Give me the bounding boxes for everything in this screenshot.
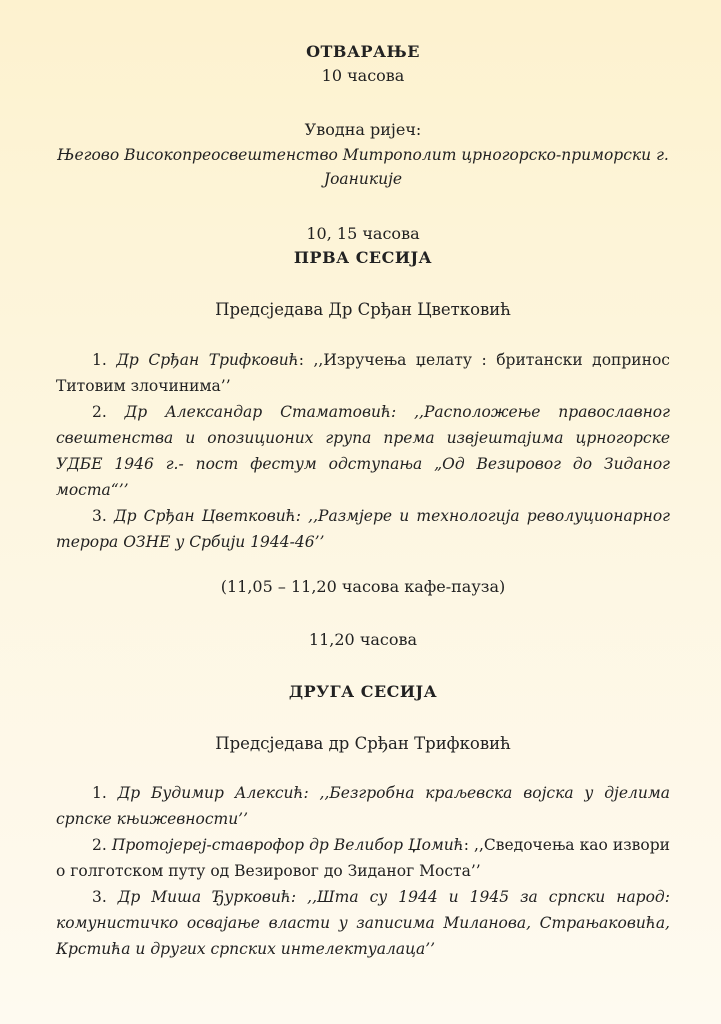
session2-time: 11,20 часова — [308, 630, 418, 649]
intro-label: Уводна ријеч: — [304, 120, 422, 139]
item-title: ,,Размјере и технологија револуционарног терора ОЗНЕ у Србији 1944-46’’ — [56, 507, 670, 551]
item-author: Др Миша Ђурковић — [117, 888, 291, 906]
list-item: 1. Др Срђан Трифковић: ,,Изручења џелату : британски допринос Титовим злочинима’’ — [56, 351, 670, 395]
item-title: ,,Расположење православног свештенства и опозиционих група према извјештајима црногорске УДБЕ 1946 г.- пост фестум одступања „Од Везировог до Зиданог моста“’’ — [56, 403, 670, 499]
item-title: ,,Безгробна краљевска војска у дјелима српске књижевности’’ — [56, 784, 670, 828]
intro-speaker-line1: Његово Високопреосвештенство Митрополит црногорско-приморски г. — [57, 146, 669, 164]
session2-chair: Предсједава др Срђан Трифковић — [215, 734, 511, 753]
item-author: Протојереј-ставрофор др Велибор Џомић — [111, 836, 464, 854]
list-item: 1. Др Будимир Алексић: ,,Безгробна краљевска војска у дјелима српске књижевности’’ — [56, 784, 670, 828]
coffee-break: (11,05 – 11,20 часова кафе-пауза) — [220, 577, 506, 596]
item-author: Др Будимир Алексић — [117, 784, 304, 802]
list-item: 3. Др Срђан Цветковић: ,,Размјере и технологија револуционарног терора ОЗНЕ у Србији 1944-46’’ — [56, 507, 670, 551]
item-author: Др Срђан Цветковић — [113, 507, 296, 525]
item-title: ,,Изручења џелату : британски допринос Титовим злочинима’’ — [56, 351, 670, 395]
list-item: 2. Протојереј-ставрофор др Велибор Џомић: ,,Сведочења као извори о голготском путу од Везировог до Зиданог Моста’’ — [56, 836, 670, 880]
session1-chair: Предсједава Др Срђан Цветковић — [215, 300, 511, 319]
opening-title: ОТВАРАЊЕ — [306, 42, 420, 61]
session2-list — [56, 780, 670, 962]
session1-list — [56, 347, 670, 555]
item-title: ,,Шта су 1944 и 1945 за српски народ: комунистичко освајање власти у записима Миланова, Страњаковића, Крстића и других српских интелектуалаца’’ — [56, 888, 670, 958]
list-item: 3. Др Миша Ђурковић: ,,Шта су 1944 и 1945 за српски народ: комунистичко освајање власти у записима Миланова, Страњаковића, Крстића и других српских интелектуалаца’’ — [56, 888, 670, 958]
session1-time: 10, 15 часова — [306, 224, 420, 243]
program-page — [56, 0, 670, 1024]
item-author: Др Александар Стаматовић — [124, 403, 392, 421]
list-item: 2. Др Александар Стаматовић: ,,Расположење православног свештенства и опозиционих група према извјештајима црногорске УДБЕ 1946 г.- пост фестум одступања „Од Везировог до Зиданог моста“’’ — [56, 403, 670, 499]
session1-title: ПРВА СЕСИЈА — [293, 248, 433, 267]
item-author: Др Срђан Трифковић — [116, 351, 299, 369]
intro-speaker-line2: Јоаникије — [323, 170, 403, 188]
item-title: ,,Сведочења као извори о голготском путу од Везировог до Зиданог Моста’’ — [56, 836, 670, 880]
opening-time: 10 часова — [321, 66, 405, 85]
session2-title: ДРУГА СЕСИЈА — [288, 682, 438, 701]
